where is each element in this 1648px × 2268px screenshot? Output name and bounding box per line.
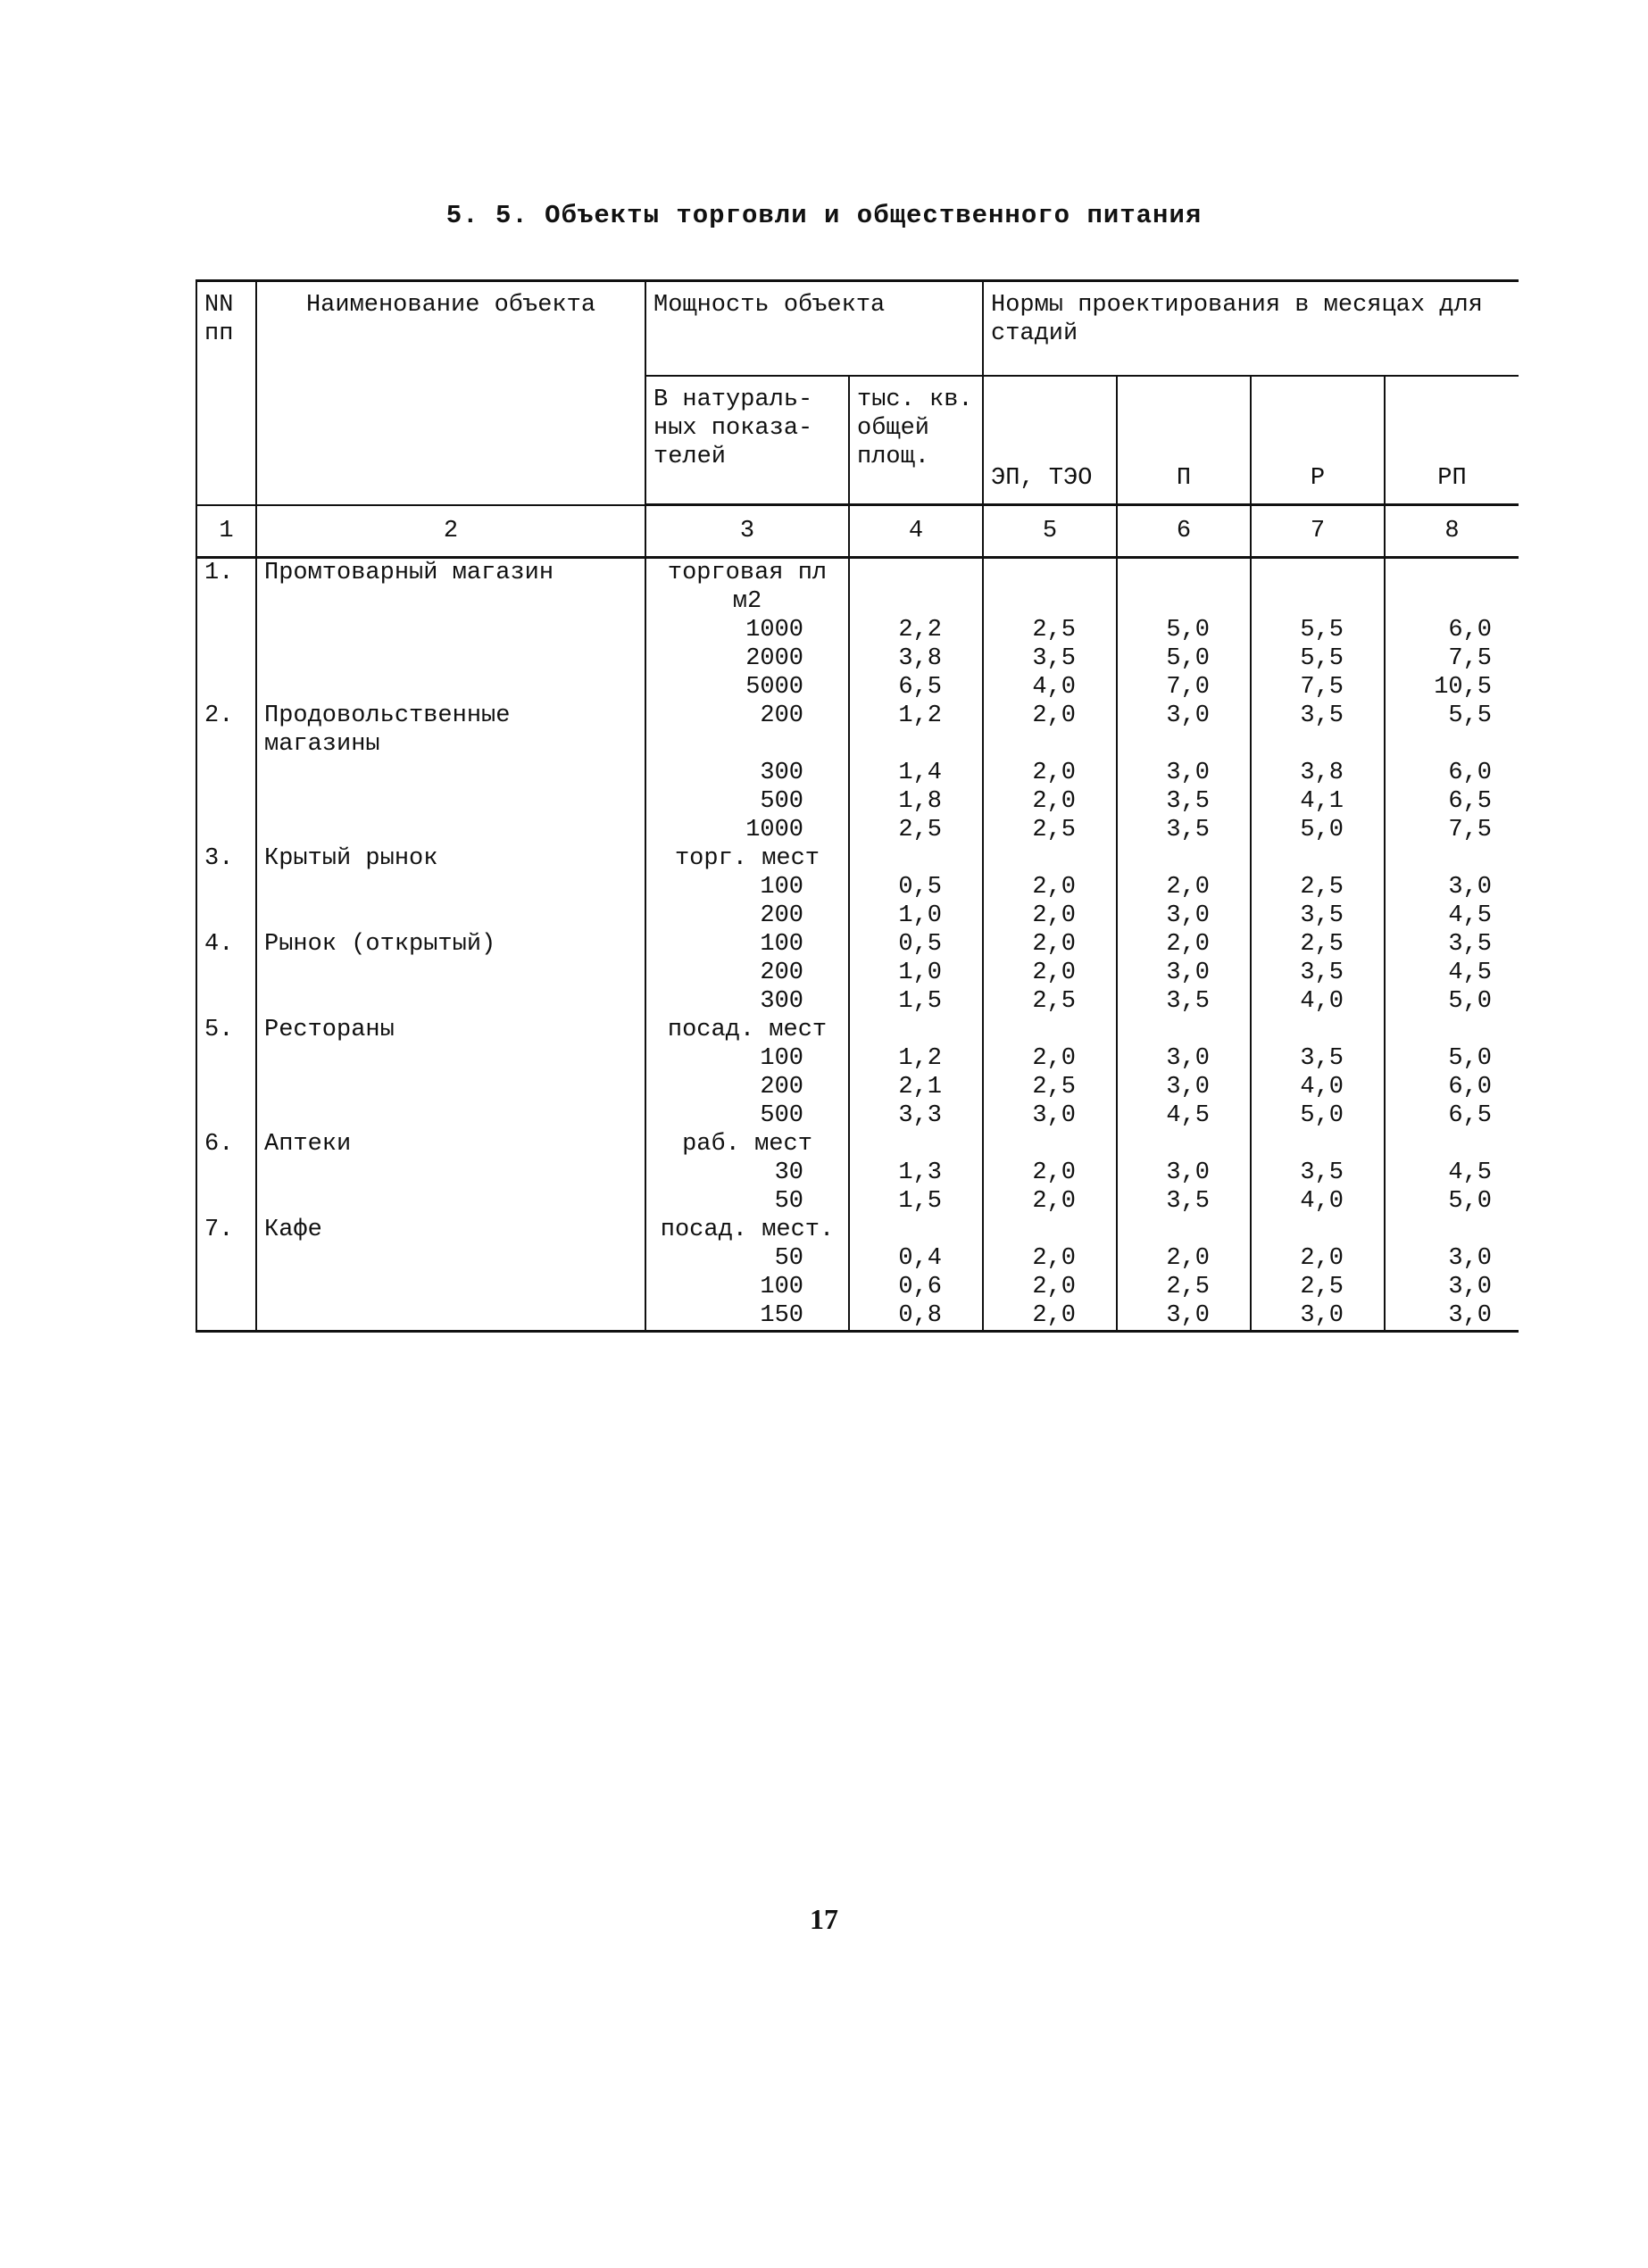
stage-ep-teo-value [983,844,1117,873]
column-number: 3 [645,505,849,558]
page-number: 17 [810,1903,838,1935]
object-name [256,816,645,844]
item-number: 5. [196,1016,256,1044]
stage-r-value: 4,1 [1251,787,1385,816]
object-name [256,1044,645,1073]
stage-rp-value: 5,0 [1448,1045,1492,1072]
header-ep-teo: ЭП, ТЭО [983,376,1117,505]
area-value: 1,0 [849,901,983,930]
stage-r-value: 3,0 [1251,1301,1385,1332]
column-number: 8 [1385,505,1519,558]
stage-rp-value [1385,1016,1519,1044]
stage-r-value: 3,5 [1251,1159,1385,1187]
stage-r-value: 3,5 [1251,702,1385,759]
object-name [256,759,645,787]
table-row [196,1044,1519,1073]
item-number [196,759,256,787]
natural-indicator: 500 [645,1101,849,1130]
area-value: 2,2 [849,616,983,644]
natural-indicator: 100 [645,1273,849,1301]
header-natural: В натураль-ных показа-телей [645,376,849,505]
table-row [196,959,1519,987]
table-row [196,930,1519,959]
object-name: Промтоварный магазин [256,558,645,617]
item-number [196,1073,256,1101]
column-number: 7 [1251,505,1385,558]
item-number: 7. [196,1216,256,1244]
item-number: 2. [196,702,256,759]
area-value: 2,5 [849,816,983,844]
object-name [256,616,645,644]
object-name [256,1159,645,1187]
table-row [196,1273,1519,1301]
stage-ep-teo-value [983,558,1117,617]
stage-p-value: 3,0 [1117,702,1251,759]
object-name [256,987,645,1016]
stage-p-value [1117,1016,1251,1044]
stage-ep-teo-value: 2,0 [983,1159,1117,1187]
table-row [196,558,1519,617]
natural-indicator: 1000 [645,616,849,644]
stage-r-value: 3,5 [1251,959,1385,987]
stage-rp-value: 4,5 [1448,902,1492,929]
item-number [196,787,256,816]
stage-r-value: 4,0 [1251,1187,1385,1216]
area-value: 1,8 [849,787,983,816]
stage-p-value: 2,0 [1117,873,1251,901]
item-number [196,1159,256,1187]
natural-indicator: 100 [645,930,849,959]
stage-r-value: 2,0 [1251,1244,1385,1273]
stage-ep-teo-value: 2,0 [983,1044,1117,1073]
object-name [256,901,645,930]
stage-p-value: 3,5 [1117,816,1251,844]
stage-rp-value [1385,1130,1519,1159]
area-value [849,1016,983,1044]
stage-p-value: 3,5 [1117,987,1251,1016]
stage-ep-teo-value [983,1216,1117,1244]
stage-ep-teo-value: 3,5 [983,644,1117,673]
header-p: П [1117,376,1251,505]
stage-ep-teo-value: 2,0 [983,759,1117,787]
table-row [196,987,1519,1016]
area-value: 1,2 [849,702,983,759]
stage-p-value: 3,0 [1117,1159,1251,1187]
stage-p-value: 5,0 [1117,616,1251,644]
item-number: 6. [196,1130,256,1159]
header-area: тыс. кв. общей площ. [849,376,983,505]
table-row [196,816,1519,844]
table-row [196,1101,1519,1130]
natural-indicator: 200 [645,959,849,987]
area-value: 0,5 [849,873,983,901]
stage-r-value [1251,558,1385,617]
object-name: Продовольственные магазины [256,702,645,759]
table-row [196,644,1519,673]
object-name [256,673,645,702]
table-row [196,787,1519,816]
stage-p-value: 3,5 [1117,787,1251,816]
natural-indicator: 300 [645,759,849,787]
area-value [849,844,983,873]
table-row [196,673,1519,702]
object-name [256,1187,645,1216]
stage-rp-value [1385,1216,1519,1244]
table-row [196,1073,1519,1101]
stage-r-value: 2,5 [1251,873,1385,901]
stage-rp-value: 3,0 [1448,1245,1492,1272]
object-name [256,1073,645,1101]
object-name [256,787,645,816]
stage-rp-value: 4,5 [1448,1159,1492,1186]
stage-ep-teo-value: 2,5 [983,816,1117,844]
object-name: Рестораны [256,1016,645,1044]
column-number: 1 [196,505,256,558]
object-name [256,1101,645,1130]
stage-ep-teo-value: 4,0 [983,673,1117,702]
stage-p-value: 5,0 [1117,644,1251,673]
natural-indicator: 200 [645,901,849,930]
item-number [196,1044,256,1073]
table-row [196,702,1519,759]
stage-p-value: 3,0 [1117,1301,1251,1332]
table-row [196,1216,1519,1244]
item-number [196,1101,256,1130]
stage-rp-value: 6,0 [1448,617,1492,644]
natural-indicator: 200 [645,1073,849,1101]
area-value: 3,3 [849,1101,983,1130]
stage-r-value [1251,1130,1385,1159]
natural-indicator: 200 [645,702,849,759]
area-value [849,1130,983,1159]
stage-rp-value [1385,558,1519,617]
stage-rp-value: 5,5 [1448,702,1492,729]
stage-p-value [1117,1130,1251,1159]
table-row [196,1301,1519,1332]
stage-ep-teo-value: 2,0 [983,930,1117,959]
stage-p-value: 3,0 [1117,1044,1251,1073]
item-number [196,873,256,901]
area-value: 0,4 [849,1244,983,1273]
section-title: 5. 5. Объекты торговли и общественного питания [445,201,1203,230]
table-row [196,1159,1519,1187]
stage-p-value: 2,0 [1117,930,1251,959]
stage-rp-value: 6,5 [1448,1102,1492,1129]
column-number-row [196,505,1519,558]
area-value: 0,6 [849,1273,983,1301]
stage-ep-teo-value [983,1016,1117,1044]
object-name [256,1244,645,1273]
table-row [196,1016,1519,1044]
stage-p-value: 2,0 [1117,1244,1251,1273]
stage-ep-teo-value: 2,5 [983,1073,1117,1101]
item-number [196,959,256,987]
natural-indicator: 5000 [645,673,849,702]
table-row [196,873,1519,901]
stage-p-value: 3,5 [1117,1187,1251,1216]
header-name: Наименование объекта [256,281,645,505]
natural-indicator: 50 [645,1187,849,1216]
stage-rp-value: 5,0 [1448,1188,1492,1215]
stage-r-value: 5,5 [1251,616,1385,644]
stage-ep-teo-value: 2,5 [983,616,1117,644]
stage-rp-value: 5,0 [1448,988,1492,1015]
norms-table [196,279,1519,1333]
item-number [196,816,256,844]
stage-rp-value: 6,0 [1448,1074,1492,1101]
stage-r-value: 3,8 [1251,759,1385,787]
stage-ep-teo-value: 2,0 [983,959,1117,987]
natural-indicator: торг. мест [645,844,849,873]
item-number [196,1244,256,1273]
stage-ep-teo-value: 3,0 [983,1101,1117,1130]
natural-indicator: 50 [645,1244,849,1273]
natural-indicator: 150 [645,1301,849,1332]
table-row [196,1130,1519,1159]
stage-p-value: 2,5 [1117,1273,1251,1301]
table-row [196,844,1519,873]
stage-r-value [1251,1016,1385,1044]
item-number [196,1187,256,1216]
stage-ep-teo-value [983,1130,1117,1159]
natural-indicator: 500 [645,787,849,816]
area-value: 6,5 [849,673,983,702]
item-number [196,901,256,930]
stage-p-value [1117,1216,1251,1244]
stage-rp-value: 4,5 [1448,960,1492,986]
stage-ep-teo-value: 2,0 [983,901,1117,930]
stage-rp-value: 3,5 [1448,931,1492,958]
area-value: 0,8 [849,1301,983,1332]
stage-ep-teo-value: 2,0 [983,1244,1117,1273]
table-row [196,759,1519,787]
area-value: 2,1 [849,1073,983,1101]
table-row [196,901,1519,930]
object-name [256,644,645,673]
stage-rp-value: 3,0 [1448,1274,1492,1300]
natural-indicator: 1000 [645,816,849,844]
natural-indicator: 2000 [645,644,849,673]
stage-r-value [1251,844,1385,873]
header-rp: РП [1385,376,1519,505]
natural-indicator: 30 [645,1159,849,1187]
stage-r-value: 5,5 [1251,644,1385,673]
natural-indicator: посад. мест [645,1016,849,1044]
area-value: 1,5 [849,987,983,1016]
table-body [196,558,1519,1332]
area-value: 1,5 [849,1187,983,1216]
stage-r-value: 2,5 [1251,930,1385,959]
stage-r-value: 3,5 [1251,1044,1385,1073]
item-number: 4. [196,930,256,959]
item-number [196,673,256,702]
stage-ep-teo-value: 2,0 [983,787,1117,816]
natural-indicator: 300 [645,987,849,1016]
area-value: 1,4 [849,759,983,787]
stage-p-value [1117,844,1251,873]
table-row [196,616,1519,644]
object-name [256,959,645,987]
object-name [256,873,645,901]
stage-rp-value: 3,0 [1448,874,1492,901]
header-row-1 [196,281,1519,377]
table-row [196,1244,1519,1273]
stage-r-value: 2,5 [1251,1273,1385,1301]
stage-ep-teo-value: 2,0 [983,702,1117,759]
stage-p-value: 3,0 [1117,959,1251,987]
object-name: Кафе [256,1216,645,1244]
object-name [256,1273,645,1301]
item-number [196,644,256,673]
stage-p-value: 4,5 [1117,1101,1251,1130]
header-r: Р [1251,376,1385,505]
column-number: 2 [256,505,645,558]
natural-indicator: посад. мест. [645,1216,849,1244]
stage-ep-teo-value: 2,0 [983,1273,1117,1301]
stage-rp-value: 7,5 [1448,645,1492,672]
object-name: Рынок (открытый) [256,930,645,959]
stage-r-value: 5,0 [1251,816,1385,844]
stage-rp-value: 6,0 [1448,760,1492,786]
stage-p-value: 3,0 [1117,759,1251,787]
item-number [196,616,256,644]
table-row [196,1187,1519,1216]
stage-p-value: 3,0 [1117,1073,1251,1101]
header-norms: Нормы проектирования в месяцах для стадий [983,281,1519,377]
column-number: 4 [849,505,983,558]
stage-r-value: 3,5 [1251,901,1385,930]
stage-ep-teo-value: 2,0 [983,1301,1117,1332]
natural-indicator: 100 [645,1044,849,1073]
object-name [256,1301,645,1332]
area-value [849,1216,983,1244]
stage-r-value [1251,1216,1385,1244]
item-number [196,1273,256,1301]
item-number: 3. [196,844,256,873]
natural-indicator: 100 [645,873,849,901]
header-capacity: Мощность объекта [645,281,983,377]
area-value [849,558,983,617]
area-value: 3,8 [849,644,983,673]
column-number: 5 [983,505,1117,558]
stage-p-value [1117,558,1251,617]
stage-ep-teo-value: 2,0 [983,873,1117,901]
natural-indicator: раб. мест [645,1130,849,1159]
stage-r-value: 7,5 [1251,673,1385,702]
item-number [196,987,256,1016]
item-number [196,1301,256,1332]
object-name: Аптеки [256,1130,645,1159]
stage-ep-teo-value: 2,0 [983,1187,1117,1216]
stage-p-value: 3,0 [1117,901,1251,930]
stage-r-value: 5,0 [1251,1101,1385,1130]
area-value: 1,3 [849,1159,983,1187]
stage-r-value: 4,0 [1251,1073,1385,1101]
natural-indicator: торговая пл м2 [645,558,849,617]
stage-r-value: 4,0 [1251,987,1385,1016]
object-name: Крытый рынок [256,844,645,873]
item-number: 1. [196,558,256,617]
column-number: 6 [1117,505,1251,558]
stage-p-value: 7,0 [1117,673,1251,702]
stage-rp-value: 6,5 [1448,788,1492,815]
stage-rp-value: 10,5 [1434,674,1492,701]
stage-rp-value [1385,844,1519,873]
stage-rp-value: 7,5 [1448,817,1492,843]
stage-ep-teo-value: 2,5 [983,987,1117,1016]
area-value: 1,0 [849,959,983,987]
area-value: 1,2 [849,1044,983,1073]
header-nn: NN пп [196,281,256,505]
area-value: 0,5 [849,930,983,959]
stage-rp-value: 3,0 [1448,1302,1492,1329]
